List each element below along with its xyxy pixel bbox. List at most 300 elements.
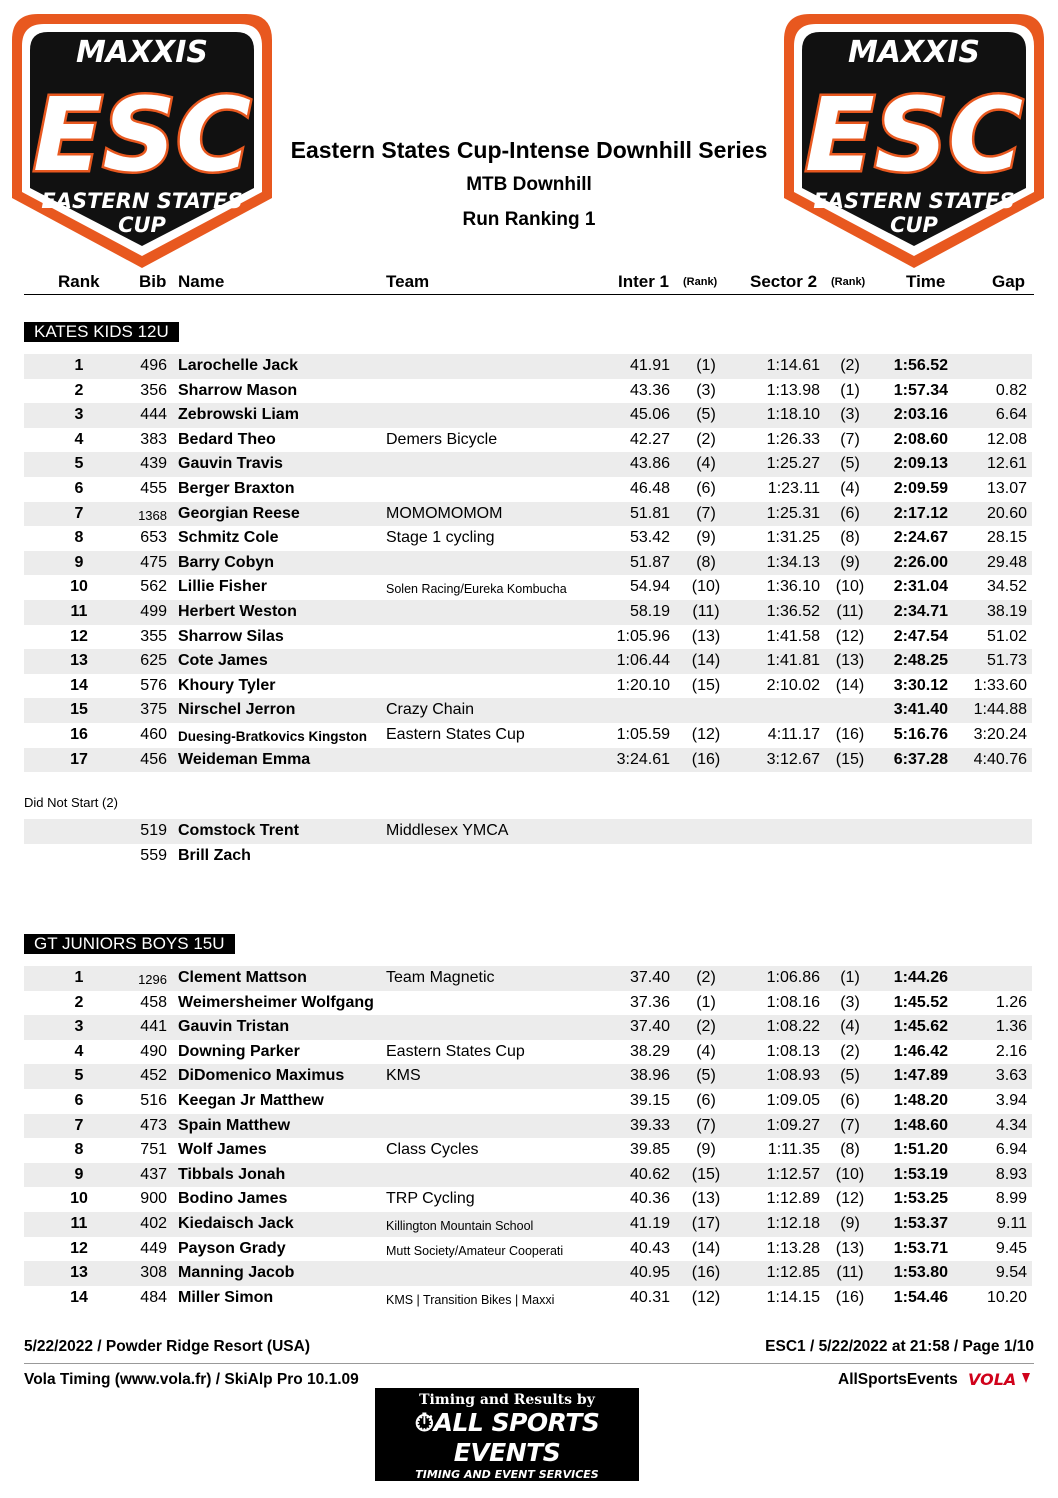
- cell-rank: 7: [74, 1116, 84, 1134]
- cell-bib: 356: [140, 381, 167, 399]
- cell-name: Keegan Jr Matthew: [178, 1092, 324, 1109]
- cell-irank: (6): [696, 1092, 716, 1109]
- cell-srank: (12): [835, 627, 865, 645]
- table-row: [24, 748, 1032, 773]
- logo-line1: EASTERN STATES: [41, 189, 243, 213]
- footer-page-info: ESC1 / 5/22/2022 at 21:58 / Page 1/10: [765, 1338, 1034, 1355]
- cell-team: KMS | Transition Bikes | Maxxi: [386, 1292, 555, 1307]
- cell-bib: 439: [140, 455, 167, 473]
- cell-time: 1:45.62: [893, 1018, 948, 1036]
- cell-gap: 3.94: [995, 1092, 1027, 1109]
- cell-irank: (5): [696, 1067, 716, 1085]
- cell-time: 1:51.20: [893, 1141, 948, 1159]
- cell-time: 1:47.89: [893, 1067, 948, 1085]
- cell-time: 6:37.28: [893, 750, 948, 768]
- table-row: [24, 991, 1032, 1016]
- table-row: [24, 1286, 1032, 1311]
- cell-inter: 1:05.59: [616, 726, 670, 743]
- cell-time: 2:03.16: [893, 406, 948, 424]
- cell-bib: 900: [140, 1190, 167, 1208]
- category-label: GT JUNIORS BOYS 15U: [24, 934, 235, 954]
- cell-rank: 10: [70, 578, 88, 596]
- table-row: [24, 649, 1032, 674]
- footer-organizer: AllSportsEvents: [838, 1371, 958, 1388]
- cell-rank: 17: [70, 750, 88, 768]
- cell-sector: 1:09.27: [766, 1116, 820, 1134]
- cell-name: Georgian Reese: [178, 504, 300, 522]
- cell-gap: 51.73: [986, 652, 1027, 670]
- table-row: [24, 575, 1032, 600]
- cell-time: 2:47.54: [893, 627, 948, 645]
- cell-bib: 375: [140, 701, 167, 719]
- cell-srank: (15): [835, 750, 865, 768]
- cell-bib: 576: [140, 676, 167, 694]
- vola-logo: [968, 1370, 1034, 1388]
- cell-inter: 51.87: [629, 553, 670, 571]
- page-title: Eastern States Cup-Intense Downhill Series: [290, 137, 768, 163]
- cell-inter: 43.36: [629, 381, 670, 399]
- cell-irank: (9): [696, 529, 716, 547]
- cell-inter: 45.06: [629, 406, 670, 424]
- cell-name: Gauvin Tristan: [178, 1018, 290, 1036]
- cell-rank: 16: [70, 726, 88, 743]
- cell-irank: (13): [691, 627, 721, 645]
- table-row: [24, 1261, 1032, 1286]
- cell-team: KMS: [386, 1067, 421, 1085]
- table-row: [24, 1089, 1032, 1114]
- cell-inter: 40.43: [629, 1239, 670, 1257]
- cell-gap: 9.45: [995, 1239, 1027, 1257]
- cell-gap: 6.94: [995, 1141, 1027, 1159]
- cell-team: Middlesex YMCA: [386, 822, 509, 839]
- cell-rank: 11: [70, 1215, 88, 1232]
- cell-srank: (6): [840, 1092, 860, 1109]
- cell-rank: 9: [74, 1165, 84, 1183]
- table-row: [24, 723, 1032, 748]
- cell-gap: 2.16: [995, 1042, 1027, 1060]
- table-row: [24, 1138, 1032, 1163]
- cell-bib: 458: [140, 993, 167, 1011]
- table-row: [24, 551, 1032, 576]
- cell-irank: (2): [696, 969, 716, 986]
- cell-inter: 37.36: [629, 993, 670, 1011]
- ase-line3: TIMING AND EVENT SERVICES: [415, 1468, 599, 1481]
- cell-srank: (11): [836, 603, 864, 620]
- cell-time: 1:56.52: [893, 357, 948, 374]
- cell-bib: 441: [140, 1018, 167, 1036]
- cell-sector: 1:41.81: [766, 652, 820, 670]
- cell-irank: (16): [691, 1264, 721, 1282]
- cell-bib: 484: [140, 1288, 167, 1306]
- cell-name: DiDomenico Maximus: [178, 1067, 345, 1085]
- table-row: [24, 1187, 1032, 1212]
- cell-sector: 1:12.57: [766, 1165, 820, 1183]
- cell-rank: 5: [74, 455, 84, 473]
- cell-name: Comstock Trent: [178, 822, 299, 839]
- cell-inter: 37.40: [629, 1018, 670, 1036]
- cell-sector: 1:13.28: [766, 1239, 820, 1257]
- table-row: [24, 1163, 1032, 1188]
- cell-time: 3:30.12: [893, 676, 948, 694]
- table-row: [24, 1212, 1032, 1237]
- cell-sector: 1:08.13: [766, 1042, 820, 1060]
- cell-gap: 10.20: [986, 1288, 1027, 1306]
- cell-irank: (4): [696, 455, 716, 473]
- cell-irank: (11): [692, 603, 720, 620]
- table-row: [24, 477, 1032, 502]
- cell-srank: (13): [835, 1239, 865, 1257]
- cell-time: 2:48.25: [893, 652, 948, 670]
- cell-name: Bodino James: [178, 1190, 288, 1208]
- cell-irank: (15): [691, 1165, 721, 1183]
- cell-name: Schmitz Cole: [178, 529, 279, 547]
- cell-sector: 1:14.15: [766, 1288, 820, 1306]
- cell-rank: 8: [74, 1141, 84, 1159]
- cell-srank: (16): [835, 1288, 865, 1306]
- cell-rank: 13: [70, 1264, 88, 1282]
- cell-gap: 3.63: [995, 1067, 1027, 1085]
- cell-irank: (4): [696, 1042, 716, 1060]
- cell-bib: 625: [140, 652, 167, 670]
- cell-srank: (2): [840, 357, 860, 374]
- cell-team: Mutt Society/Amateur Cooperati: [386, 1243, 564, 1258]
- dns-row: [24, 844, 1032, 869]
- cell-irank: (16): [691, 750, 721, 768]
- cell-time: 1:53.71: [893, 1239, 948, 1257]
- cell-gap: 1:33.60: [973, 676, 1027, 694]
- cell-time: 3:41.40: [893, 701, 948, 719]
- cell-gap: 12.08: [986, 430, 1027, 448]
- cell-name: Payson Grady: [178, 1239, 286, 1257]
- ase-line4: www.allsportsevents.com: [415, 1483, 599, 1498]
- cell-bib: 653: [140, 529, 167, 547]
- category-label: KATES KIDS 12U: [24, 322, 179, 342]
- ase-line1: Timing and Results by: [419, 1392, 595, 1408]
- table-row: [24, 698, 1032, 723]
- table-row: [24, 502, 1032, 527]
- cell-name: Wolf James: [178, 1141, 267, 1159]
- cell-time: 2:09.13: [893, 455, 948, 473]
- esc-logo-left: [8, 10, 276, 272]
- cell-inter: 41.19: [629, 1215, 670, 1232]
- cell-team: TRP Cycling: [386, 1190, 475, 1208]
- cell-name: Barry Cobyn: [178, 553, 275, 571]
- cell-name: Herbert Weston: [178, 603, 297, 620]
- cell-irank: (6): [696, 480, 716, 497]
- cell-bib: 402: [140, 1215, 167, 1232]
- table-row: [24, 1114, 1032, 1139]
- cell-inter: 40.31: [629, 1288, 670, 1306]
- cell-name: Kiedaisch Jack: [178, 1215, 294, 1232]
- footer-software: Vola Timing (www.vola.fr) / SkiAlp Pro 10.1.09: [24, 1371, 359, 1388]
- cell-sector: 1:23.11: [767, 480, 820, 497]
- cell-sector: 1:18.10: [766, 406, 820, 424]
- cell-time: 1:53.80: [893, 1264, 948, 1282]
- cell-team: Team Magnetic: [386, 969, 495, 986]
- cell-name: Clement Mattson: [178, 969, 307, 986]
- cell-srank: (4): [840, 480, 860, 497]
- cell-bib: 562: [140, 578, 167, 596]
- col-name: Name: [178, 272, 225, 291]
- cell-time: 1:57.34: [893, 381, 948, 399]
- cell-bib: 383: [140, 430, 167, 448]
- cell-time: 1:48.60: [893, 1116, 948, 1134]
- cell-bib: 455: [140, 480, 167, 497]
- cell-team: Killington Mountain School: [386, 1219, 534, 1233]
- cell-srank: (5): [840, 1067, 860, 1085]
- cell-time: 2:31.04: [893, 578, 948, 596]
- cell-name: Miller Simon: [178, 1288, 274, 1306]
- cell-irank: (7): [696, 504, 716, 522]
- cell-irank: (1): [696, 993, 716, 1011]
- cell-gap: 28.15: [986, 529, 1027, 547]
- col-sector-rank: (Rank): [831, 276, 866, 288]
- cell-srank: (14): [835, 676, 865, 694]
- cell-inter: 41.91: [629, 357, 670, 374]
- cell-time: 1:53.25: [893, 1190, 948, 1208]
- cell-inter: 40.62: [629, 1165, 670, 1183]
- cell-rank: 12: [70, 1239, 88, 1257]
- logo-line2: CUP: [890, 213, 938, 237]
- cell-gap: 29.48: [986, 553, 1027, 571]
- table-row: [24, 354, 1032, 379]
- cell-rank: 10: [70, 1190, 88, 1208]
- cell-inter: 40.36: [629, 1190, 670, 1208]
- cell-gap: 12.61: [986, 455, 1027, 473]
- cell-gap: 20.60: [986, 504, 1027, 522]
- cell-rank: 14: [70, 676, 88, 694]
- cell-sector: 1:12.85: [766, 1264, 820, 1282]
- cell-irank: (9): [696, 1141, 716, 1159]
- cell-inter: 53.42: [629, 529, 670, 547]
- cell-irank: (14): [691, 1239, 721, 1257]
- cell-bib: 490: [140, 1042, 167, 1060]
- cell-sector: 4:11.17: [767, 726, 820, 743]
- cell-srank: (2): [840, 1042, 860, 1060]
- cell-inter: 39.33: [629, 1116, 670, 1134]
- cell-irank: (2): [696, 430, 716, 448]
- cell-irank: (2): [696, 1018, 716, 1036]
- cell-rank: 8: [74, 529, 84, 547]
- cell-gap: 4:40.76: [973, 750, 1027, 768]
- cell-time: 2:09.59: [893, 480, 948, 497]
- cell-inter: 40.95: [629, 1264, 670, 1282]
- cell-bib: 437: [140, 1165, 167, 1183]
- cell-sector: 1:08.16: [766, 993, 820, 1011]
- cell-inter: 37.40: [629, 969, 670, 986]
- cell-srank: (8): [840, 1141, 860, 1159]
- cell-sector: 1:08.22: [766, 1018, 820, 1036]
- cell-name: Lillie Fisher: [178, 578, 267, 596]
- logo-mark: ESC: [805, 76, 1023, 195]
- cell-bib: 473: [140, 1116, 167, 1134]
- col-bib: Bib: [139, 272, 167, 291]
- cell-rank: 3: [74, 406, 84, 424]
- esc-shield-icon: [8, 10, 276, 272]
- logo-mark: ESC: [33, 76, 251, 195]
- cell-srank: (1): [840, 969, 860, 986]
- table-row: [24, 1237, 1032, 1262]
- cell-name: Zebrowski Liam: [178, 406, 299, 424]
- cell-time: 2:24.67: [893, 529, 948, 547]
- footer-date-venue: 5/22/2022 / Powder Ridge Resort (USA): [24, 1338, 310, 1355]
- cell-rank: 6: [74, 480, 84, 497]
- cell-time: 1:44.26: [893, 969, 948, 986]
- cell-sector: 3:12.67: [766, 750, 820, 768]
- column-header: [24, 270, 1034, 295]
- cell-inter: 54.94: [629, 578, 670, 596]
- cell-gap: 1:44.88: [973, 701, 1027, 719]
- cell-rank: 2: [74, 381, 84, 399]
- cell-rank: 4: [74, 430, 84, 448]
- cell-sector: 1:06.86: [766, 969, 820, 986]
- dns-label: Did Not Start (2): [24, 795, 118, 810]
- cell-sector: 1:25.27: [766, 455, 820, 473]
- cell-team: Demers Bicycle: [386, 430, 498, 448]
- col-inter-rank: (Rank): [683, 276, 718, 288]
- cell-irank: (7): [696, 1116, 716, 1134]
- footer-divider: [24, 1363, 1034, 1364]
- cell-name: Downing Parker: [178, 1042, 300, 1060]
- dns-row: [24, 819, 1032, 844]
- cell-gap: 9.11: [997, 1215, 1027, 1232]
- cell-name: Sharrow Silas: [178, 627, 284, 645]
- cell-name: Cote James: [178, 652, 268, 670]
- cell-bib: 496: [140, 357, 167, 374]
- logo-line1: EASTERN STATES: [813, 189, 1015, 213]
- cell-name: Spain Matthew: [178, 1116, 291, 1134]
- cell-srank: (7): [840, 430, 860, 448]
- cell-sector: 1:36.10: [766, 578, 820, 596]
- stopwatch-icon: ⏱: [414, 1408, 434, 1437]
- cell-rank: 7: [74, 504, 84, 522]
- cell-time: 1:48.20: [893, 1092, 948, 1109]
- cell-time: 1:46.42: [893, 1042, 948, 1060]
- cell-srank: (13): [835, 652, 865, 670]
- cell-gap: 3:20.24: [973, 726, 1027, 743]
- cell-name: Khoury Tyler: [178, 676, 276, 694]
- table-row: [24, 526, 1032, 551]
- cell-gap: 4.34: [995, 1116, 1027, 1134]
- logo-brand: MAXXIS: [75, 35, 209, 70]
- cell-bib: 355: [140, 627, 167, 645]
- table-row: [24, 966, 1032, 991]
- cell-gap: 13.07: [986, 480, 1027, 497]
- cell-srank: (10): [835, 578, 865, 596]
- cell-name: Tibbals Jonah: [178, 1165, 286, 1183]
- cell-rank: 14: [70, 1288, 88, 1306]
- cell-sector: 1:31.25: [766, 529, 820, 547]
- cell-inter: 39.85: [629, 1141, 670, 1159]
- page-subtitle-run: Run Ranking 1: [462, 209, 596, 230]
- cell-srank: (3): [840, 993, 860, 1011]
- cell-sector: 1:41.58: [766, 627, 820, 645]
- cell-inter: 51.81: [629, 504, 670, 522]
- table-row: [24, 1064, 1032, 1089]
- cell-name: Sharrow Mason: [178, 381, 298, 399]
- cell-bib: 559: [140, 846, 167, 864]
- cell-gap: 1.36: [995, 1018, 1027, 1036]
- cell-team: Eastern States Cup: [386, 1042, 525, 1060]
- cell-time: 1:54.46: [893, 1288, 948, 1306]
- table-row: [24, 674, 1032, 699]
- cell-rank: 11: [70, 603, 88, 620]
- cell-inter: 1:06.44: [616, 652, 670, 670]
- all-sports-events-banner: [375, 1388, 639, 1498]
- cell-srank: (8): [840, 529, 860, 547]
- cell-gap: 1.26: [995, 993, 1027, 1011]
- cell-gap: 8.99: [995, 1190, 1027, 1208]
- cell-time: 1:53.37: [893, 1215, 948, 1232]
- cell-bib: 308: [140, 1264, 167, 1282]
- vola-logo-text: VOLA: [968, 1370, 1017, 1388]
- logo-brand: MAXXIS: [847, 35, 981, 70]
- cell-srank: (12): [835, 1190, 865, 1208]
- cell-sector: 1:09.05: [766, 1092, 820, 1109]
- logo-line2: CUP: [118, 213, 166, 237]
- title-block: [270, 136, 788, 232]
- cell-rank: 2: [74, 993, 84, 1011]
- cell-inter: 43.86: [629, 455, 670, 473]
- table-row: [24, 1040, 1032, 1065]
- cell-bib: 1368: [138, 507, 167, 523]
- cell-inter: 38.96: [629, 1067, 670, 1085]
- table-row: [24, 452, 1032, 477]
- table-row: [24, 379, 1032, 404]
- col-time: Time: [906, 272, 946, 291]
- cell-rank: 1: [74, 969, 84, 986]
- cell-time: 2:34.71: [893, 603, 948, 620]
- cell-bib: 519: [140, 822, 167, 839]
- cell-name: Duesing-Bratkovics Kingston: [178, 729, 368, 744]
- col-rank: Rank: [58, 272, 100, 291]
- cell-sector: 1:14.61: [766, 357, 820, 374]
- cell-time: 5:16.76: [893, 726, 948, 743]
- table-row: [24, 600, 1032, 625]
- cell-inter: 38.29: [629, 1042, 670, 1060]
- cell-gap: 9.54: [995, 1264, 1027, 1282]
- cell-bib: 444: [140, 406, 167, 424]
- cell-srank: (3): [840, 406, 860, 424]
- cell-irank: (5): [696, 406, 716, 424]
- table-row: [24, 625, 1032, 650]
- cell-srank: (1): [840, 381, 860, 399]
- table-row: [24, 403, 1032, 428]
- cell-bib: 751: [140, 1141, 167, 1159]
- cell-gap: 0.82: [995, 381, 1027, 399]
- cell-team: Solen Racing/Eureka Kombucha: [386, 582, 567, 597]
- cell-rank: 3: [74, 1018, 84, 1036]
- cell-irank: (1): [696, 357, 716, 374]
- col-sector: Sector 2: [750, 272, 818, 291]
- col-team: Team: [386, 272, 430, 291]
- cell-irank: (12): [691, 726, 721, 743]
- cell-srank: (9): [840, 553, 860, 571]
- cell-bib: 516: [140, 1092, 167, 1109]
- cell-inter: 58.19: [629, 603, 670, 620]
- cell-sector: 1:13.98: [766, 381, 820, 399]
- cell-name: Weimersheimer Wolfgang: [178, 993, 374, 1011]
- ase-line2: ⏱ALL SPORTS EVENTS: [414, 1408, 600, 1467]
- cell-irank: (8): [696, 553, 716, 571]
- cell-name: Bedard Theo: [178, 430, 276, 448]
- cell-sector: 1:08.93: [766, 1067, 820, 1085]
- cell-rank: 1: [74, 357, 84, 374]
- esc-logo-right: [780, 10, 1048, 272]
- cell-bib: 499: [140, 603, 167, 620]
- cell-team: Crazy Chain: [386, 701, 475, 719]
- cell-time: 2:26.00: [893, 553, 948, 571]
